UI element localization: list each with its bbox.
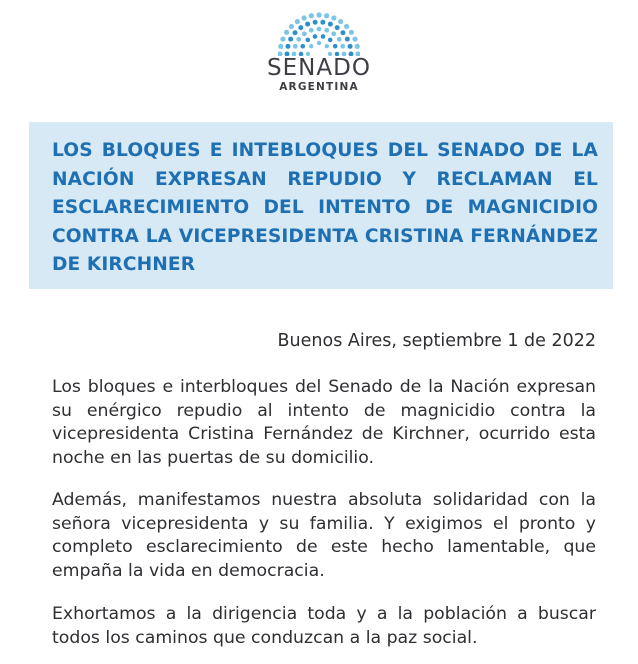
seal-dot bbox=[333, 44, 338, 49]
seal-dot bbox=[349, 30, 354, 35]
dateline: Buenos Aires, septiembre 1 de 2022 bbox=[277, 331, 596, 351]
seal-dot bbox=[317, 41, 321, 45]
seal-dot bbox=[301, 15, 306, 20]
seal-dot bbox=[302, 31, 307, 36]
seal-dot bbox=[337, 37, 342, 42]
org-name: SENADO bbox=[267, 55, 371, 81]
senate-hemicycle-icon bbox=[278, 12, 360, 56]
seal-dot bbox=[278, 44, 283, 49]
seal-dot bbox=[320, 20, 325, 25]
seal-dot bbox=[331, 15, 336, 20]
seal-dot bbox=[296, 37, 301, 42]
seal-dot bbox=[324, 13, 329, 18]
seal-dot bbox=[328, 22, 333, 27]
seal-dot bbox=[316, 12, 321, 17]
seal-dot bbox=[321, 34, 326, 39]
seal-dot bbox=[305, 22, 310, 27]
seal-dot bbox=[289, 24, 294, 29]
body-paragraph-1: Los bloques e interbloques del Senado de la Nación expresan su enérgico repudio al intento de magnicidio contra la vicepresidenta Cristina Fernández de Kirchner, ocurrido esta noche en las puertas de su domicilio. bbox=[52, 377, 596, 468]
seal-dot bbox=[338, 19, 343, 24]
seal-dot bbox=[288, 37, 293, 42]
seal-dot bbox=[280, 36, 285, 41]
seal-dot bbox=[300, 44, 305, 49]
seal-dot bbox=[313, 34, 318, 39]
seal-dot bbox=[309, 44, 313, 48]
senado-logo bbox=[0, 0, 638, 100]
org-subtitle: ARGENTINA bbox=[279, 81, 359, 93]
seal-dot bbox=[345, 37, 350, 42]
seal-dot bbox=[348, 44, 353, 49]
seal-dot bbox=[335, 25, 340, 30]
seal-dot bbox=[331, 31, 336, 36]
seal-dot bbox=[324, 28, 329, 33]
body-paragraph-2: Además, manifestamos nuestra absoluta solidaridad con la señora vicepresidenta y su familia. Y exigimos el pronto y completo esclarecimiento de este hecho lamentable, que empaña la vida en democracia. bbox=[52, 490, 596, 581]
body-paragraph-3: Exhortamos a la dirigencia toda y a la población a buscar todos los caminos que conduzcan a la paz social. bbox=[52, 604, 596, 648]
seal-dot bbox=[355, 44, 360, 49]
seal-dot bbox=[293, 44, 298, 49]
seal-dot bbox=[340, 30, 345, 35]
seal-dot bbox=[352, 36, 357, 41]
seal-dot bbox=[298, 25, 303, 30]
seal-dot bbox=[295, 19, 300, 24]
seal-dot bbox=[309, 28, 314, 33]
seal-dot bbox=[305, 38, 310, 43]
seal-dot bbox=[340, 44, 345, 49]
seal-dot bbox=[309, 13, 314, 18]
seal-dot bbox=[325, 44, 329, 48]
seal-dot bbox=[344, 24, 349, 29]
headline: LOS BLOQUES E INTEBLOQUES DEL SENADO DE LA NACIÓN EXPRESAN REPUDIO Y RECLAMAN EL ESCLARECIMIENTO DEL INTENTO DE MAGNICIDIO CONTRA LA VICEPRESIDENTA CRISTINA FERNÁNDEZ DE KIRCHNER bbox=[52, 140, 598, 275]
seal-dot bbox=[313, 20, 318, 25]
seal-dot bbox=[285, 44, 290, 49]
seal-dot bbox=[293, 30, 298, 35]
seal-dot bbox=[328, 38, 333, 43]
seal-dot bbox=[317, 27, 322, 32]
seal-dot bbox=[284, 30, 289, 35]
